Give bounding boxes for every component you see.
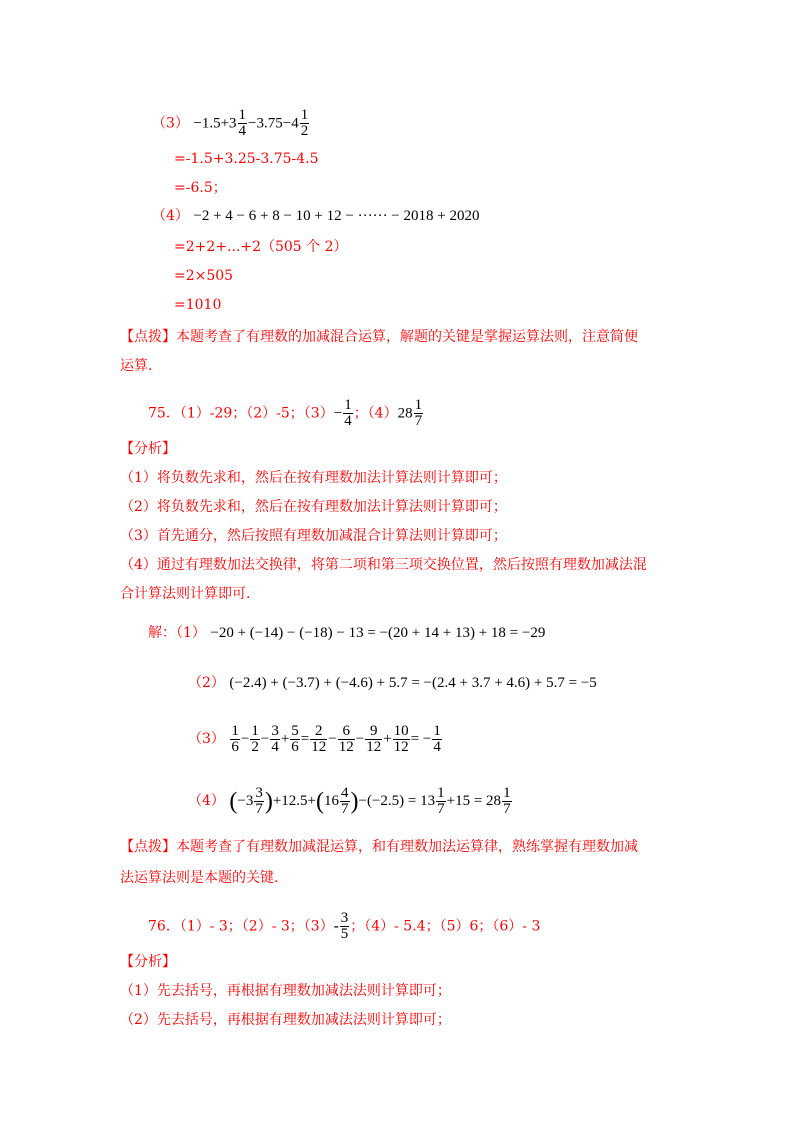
solution-label: 解：（1）: [148, 625, 206, 641]
q76-neg: -: [333, 918, 339, 935]
q76-text-b: ；（4）- 5.4；（5）6；（6）- 3: [350, 918, 541, 935]
q75-frac: $\frac{1}{4}$: [344, 397, 352, 429]
part3-label: （3）: [152, 115, 189, 132]
analysis-1-item-1: （1）将负数先求和，然后在按有理数加法计算法则计算即可；: [120, 470, 507, 486]
analysis-1-item-4b: 合计算法则计算即可.: [120, 586, 251, 602]
part3-step2: =-6.5；: [174, 180, 227, 196]
analysis-2-item-1: （1）先去括号，再根据有理数加减法法则计算即可；: [120, 983, 451, 999]
part4-step1: =2+2+...+2（505 个 2）: [174, 239, 348, 255]
analysis-1-item-3: （3）首先通分，然后按照有理数加减混合计算法则计算即可；: [120, 528, 507, 544]
analysis-2-item-2: （2）先去括号，再根据有理数加减法法则计算即可；: [120, 1012, 451, 1028]
part4-step2: =2×505: [174, 268, 234, 284]
solution-4-label: （4）: [188, 792, 225, 809]
q75-neg: −: [333, 405, 343, 422]
solution-1-expr: −20 + (−14) − (−18) − 13 = −(20 + 14 + 13) + 18 = −29: [210, 625, 546, 641]
q75-whole: 28: [397, 405, 413, 422]
q76-frac: $\frac{3}{5}$: [340, 910, 349, 942]
q76-answer: [148, 911, 540, 942]
part4-label: （4）: [152, 208, 189, 224]
solution-2-expr: (−2.4) + (−3.7) + (−4.6) + 5.7 = −(2.4 + 3.7 + 4.6) + 5.7 = −5: [229, 675, 597, 691]
analysis-heading-2: 【分析】: [120, 954, 176, 970]
solution-1: [148, 624, 545, 642]
part4-step3: =1010: [174, 297, 222, 313]
tip-1-line-b: 运算.: [120, 358, 153, 374]
analysis-heading-1: 【分析】: [120, 441, 176, 457]
part3-expr2: −3.75−4: [248, 115, 299, 132]
q75-frac2: $\frac{1}{7}$: [414, 397, 423, 429]
part3-frac2: $\frac{1}{2}$: [300, 107, 309, 139]
solution-2: [188, 674, 597, 692]
q75-text-b: ；（4）: [353, 405, 398, 422]
analysis-1-item-2: （2）将负数先求和，然后在按有理数加法计算法则计算即可；: [120, 499, 507, 515]
q75-text-a: 75．（1）-29；（2）-5；（3）: [148, 405, 334, 422]
tip-1-line-a: 【点拨】本题考查了有理数的加减混合运算，解题的关键是掌握运算法则，注意简便: [120, 329, 638, 345]
part3-line: [152, 108, 310, 139]
q76-text-a: 76．（1）- 3；（2）- 3；（3）: [148, 918, 334, 935]
part4-expr: −2 + 4 − 6 + 8 − 10 + 12 − ······ − 2018 + 2020: [193, 208, 480, 224]
tip-2-line-b: 法运算法则是本题的关键.: [120, 870, 279, 886]
solution-2-label: （2）: [188, 675, 225, 691]
solution-4: [188, 786, 513, 817]
solution-3-label: （3）: [188, 730, 225, 747]
part4-line: [152, 207, 479, 225]
tip-2-line-a: 【点拨】本题考查了有理数加减混运算，和有理数加法运算律，熟练掌握有理数加减: [120, 839, 638, 855]
analysis-1-item-4a: （4）通过有理数加法交换律，将第二项和第三项交换位置，然后按照有理数加减法混: [120, 557, 647, 573]
part3-expr: −1.5+3: [193, 115, 237, 132]
part3-step1: =-1.5+3.25-3.75-4.5: [174, 151, 319, 167]
solution-3: [188, 724, 443, 755]
q75-answer: [148, 398, 424, 429]
solution-3-expr: $\frac{1}{6}$ − $\frac{1}{2}$ − $\frac{3}{4}$ + $\frac{5}{6}$ = $\frac{2}{12}$ − $\frac{6}{12}$ − $\frac{9}{12}$ + $\frac{10}{12}$ = − $\frac{1}{4}$: [231, 723, 441, 755]
part3-frac1: $\frac{1}{4}$: [238, 107, 247, 139]
solution-4-expr: (−3 $\frac{3}{7}$ )+12.5+(16 $\frac{4}{7}$ )−(−2.5) = 13 $\frac{1}{7}$ +15 = 28 $\frac{1}{7}$: [229, 785, 511, 817]
